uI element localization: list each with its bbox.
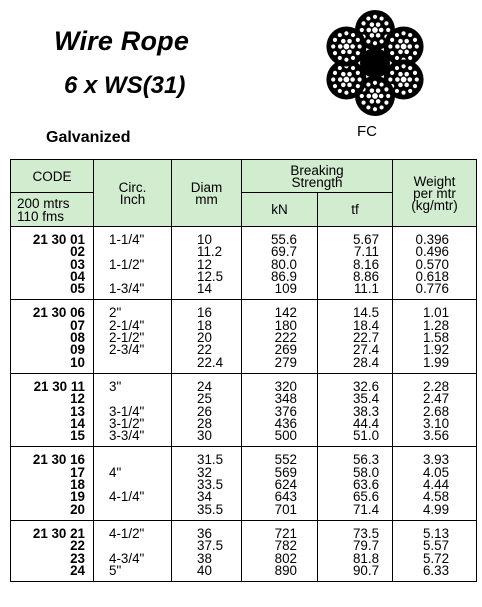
cell-value: 5.67 bbox=[352, 232, 380, 247]
wire-shape bbox=[408, 33, 413, 38]
wire-shape bbox=[366, 16, 371, 21]
cell-value: 36 bbox=[197, 525, 212, 541]
code-cell bbox=[11, 373, 94, 446]
wire-shape bbox=[376, 33, 381, 38]
wire-shape bbox=[350, 77, 355, 82]
cell-value: 56.3 bbox=[352, 452, 380, 468]
cell-value: 22 bbox=[70, 538, 85, 554]
cell-value: 34 bbox=[197, 489, 212, 505]
header-tf: tf bbox=[318, 193, 393, 227]
wire-shape bbox=[359, 28, 364, 33]
cell-value: 802 bbox=[274, 550, 297, 566]
cell-value: 33.5 bbox=[197, 477, 224, 493]
cell-value: 10 bbox=[70, 354, 85, 370]
cell-value: 19 bbox=[70, 489, 85, 505]
wire-shape bbox=[373, 41, 378, 46]
circ-cell bbox=[94, 520, 172, 581]
table-body bbox=[11, 227, 477, 582]
cell-value: 3-1/2" bbox=[109, 415, 145, 431]
cell-value: 71.4 bbox=[352, 501, 380, 517]
wire-shape bbox=[395, 44, 400, 49]
cell-value: 22.4 bbox=[197, 354, 224, 370]
wire-shape bbox=[401, 64, 406, 69]
cell-value: 320 bbox=[274, 378, 297, 394]
cell-value: 10 bbox=[197, 232, 212, 247]
circ-cell bbox=[94, 300, 172, 373]
cell-value: 1.58 bbox=[422, 330, 450, 346]
cell-value: 13 bbox=[70, 403, 85, 419]
header-code: CODE bbox=[11, 160, 94, 193]
cell-value: 3-3/4" bbox=[109, 428, 145, 444]
cell-value: 21 30 06 bbox=[32, 305, 85, 321]
cell-value: 3.93 bbox=[422, 452, 450, 468]
cell-value: 376 bbox=[274, 403, 297, 419]
wire-shape bbox=[379, 105, 384, 110]
spec-table bbox=[10, 159, 477, 582]
wire-shape bbox=[413, 38, 418, 43]
wire-shape bbox=[347, 72, 352, 77]
weight-cell bbox=[393, 447, 477, 520]
wire-shape bbox=[344, 31, 349, 36]
finish-label: Galvanized bbox=[46, 129, 131, 146]
cell-value: 222 bbox=[274, 330, 297, 346]
cell-value: 4.58 bbox=[422, 489, 450, 505]
wire-shape bbox=[333, 84, 338, 89]
cell-value: 7.11 bbox=[353, 244, 380, 260]
kn-cell bbox=[242, 520, 318, 581]
wire-shape bbox=[398, 82, 403, 87]
cell-value: 51.0 bbox=[352, 428, 380, 444]
cell-value: 69.7 bbox=[270, 244, 297, 260]
cell-value: 03 bbox=[70, 256, 85, 272]
wire-shape bbox=[347, 39, 352, 44]
table-header bbox=[11, 160, 477, 227]
cell-value: 701 bbox=[274, 501, 297, 517]
cell-value: 1-1/2" bbox=[109, 256, 145, 272]
cell-value: 32.6 bbox=[352, 378, 380, 394]
wire-shape bbox=[366, 105, 371, 110]
wire-shape bbox=[395, 66, 400, 71]
wire-shape bbox=[376, 22, 381, 27]
cell-value: 5.72 bbox=[422, 550, 450, 566]
wire-shape bbox=[413, 84, 418, 89]
wire-shape bbox=[408, 89, 413, 94]
wire-shape bbox=[331, 44, 336, 49]
cell-value: 348 bbox=[274, 391, 297, 407]
wire-shape bbox=[366, 93, 371, 98]
cell-value: 20 bbox=[70, 501, 85, 517]
cell-value: 28 bbox=[197, 415, 212, 431]
wire-shape bbox=[331, 77, 336, 82]
wire-shape bbox=[408, 56, 413, 61]
cell-value: 80.0 bbox=[270, 256, 297, 272]
cell-value: 24 bbox=[197, 378, 212, 394]
wire-shape bbox=[347, 82, 352, 87]
diam-cell bbox=[172, 520, 242, 581]
code-cell bbox=[11, 300, 94, 373]
wire-shape bbox=[404, 82, 409, 87]
rope-cross-section-icon bbox=[320, 8, 430, 118]
cell-value: 279 bbox=[274, 354, 297, 370]
wire-shape bbox=[351, 66, 356, 71]
wire-shape bbox=[376, 99, 381, 104]
wire-shape bbox=[357, 44, 362, 49]
wire-shape bbox=[384, 100, 389, 105]
table-row-group bbox=[11, 300, 477, 373]
circ-cell bbox=[94, 227, 172, 300]
cell-value: 21 30 01 bbox=[32, 232, 85, 247]
cell-value: 721 bbox=[274, 525, 297, 541]
cell-value: 6.33 bbox=[422, 562, 450, 578]
cell-value: 3.10 bbox=[422, 415, 450, 431]
cell-value: 35.5 bbox=[197, 501, 224, 517]
diam-cell bbox=[172, 227, 242, 300]
cell-value: 4.05 bbox=[422, 464, 450, 480]
tf-cell bbox=[318, 447, 393, 520]
kn-cell bbox=[242, 373, 318, 446]
cell-value: 0.396 bbox=[415, 232, 450, 247]
wire-shape bbox=[384, 87, 389, 92]
cell-value: 18.4 bbox=[352, 317, 380, 333]
cell-value: 12.5 bbox=[197, 268, 224, 284]
cell-value: 12 bbox=[197, 256, 212, 272]
cell-value: 63.6 bbox=[352, 477, 380, 493]
code-cell bbox=[11, 227, 94, 300]
cell-value: 86.9 bbox=[270, 268, 297, 284]
page-title: Wire Rope bbox=[54, 26, 190, 56]
cell-value: 3.56 bbox=[422, 428, 450, 444]
table-row-group bbox=[11, 373, 477, 446]
wire-shape bbox=[404, 49, 409, 54]
wire-shape bbox=[344, 90, 349, 95]
wire-shape bbox=[414, 77, 419, 82]
wire-shape bbox=[379, 93, 384, 98]
cell-value: 18 bbox=[197, 317, 212, 333]
wire-shape bbox=[390, 71, 395, 76]
cell-value: 21 30 21 bbox=[32, 525, 85, 541]
cell-value: 11.2 bbox=[197, 244, 223, 260]
diam-cell bbox=[172, 373, 242, 446]
cell-value: 73.5 bbox=[352, 525, 380, 541]
cell-value: 23 bbox=[70, 550, 85, 566]
cell-value: 4-3/4" bbox=[109, 550, 145, 566]
cell-value: 269 bbox=[274, 342, 297, 358]
wire-shape bbox=[401, 31, 406, 36]
wire-shape bbox=[337, 33, 342, 38]
wire-shape bbox=[395, 89, 400, 94]
wire-shape bbox=[361, 100, 366, 105]
wire-shape bbox=[341, 39, 346, 44]
wire-shape bbox=[359, 94, 364, 99]
wire-shape bbox=[398, 49, 403, 54]
wire-shape bbox=[369, 88, 374, 93]
wire-shape bbox=[333, 38, 338, 43]
wire-shape bbox=[401, 90, 406, 95]
wire-shape bbox=[379, 27, 384, 32]
cell-value: 25 bbox=[197, 391, 212, 407]
cell-value: 27.4 bbox=[352, 342, 380, 358]
cell-value: 1-1/4" bbox=[109, 232, 145, 247]
wire-shape bbox=[386, 28, 391, 33]
wire-shape bbox=[355, 51, 360, 56]
wire-shape bbox=[366, 82, 371, 87]
wire-shape bbox=[337, 89, 342, 94]
wire-shape bbox=[366, 27, 371, 32]
cell-value: 05 bbox=[70, 281, 85, 297]
cell-value: 643 bbox=[274, 489, 297, 505]
diam-cell bbox=[172, 447, 242, 520]
wire-shape bbox=[350, 44, 355, 49]
cell-value: 35.4 bbox=[352, 391, 380, 407]
weight-cell bbox=[393, 520, 477, 581]
cell-value: 1.99 bbox=[422, 354, 450, 370]
wire-shape bbox=[388, 44, 393, 49]
wire-shape bbox=[390, 38, 395, 43]
circ-cell bbox=[94, 373, 172, 446]
circ-cell bbox=[94, 447, 172, 520]
header-circ: Circ. Inch bbox=[94, 160, 172, 227]
kn-cell bbox=[242, 300, 318, 373]
cell-value: 28.4 bbox=[352, 354, 380, 370]
cell-value: 569 bbox=[274, 464, 297, 480]
wire-shape bbox=[398, 39, 403, 44]
cell-value: 08 bbox=[70, 330, 85, 346]
wire-shape bbox=[398, 72, 403, 77]
tf-cell bbox=[318, 227, 393, 300]
wire-shape bbox=[338, 44, 343, 49]
cell-value: 4" bbox=[109, 464, 122, 480]
kn-cell bbox=[242, 227, 318, 300]
header-diam: Diam mm bbox=[172, 160, 242, 227]
cell-value: 5.13 bbox=[422, 525, 450, 541]
wire-shape bbox=[366, 39, 371, 44]
wire-shape bbox=[407, 44, 412, 49]
wire-shape bbox=[413, 71, 418, 76]
wire-shape bbox=[404, 39, 409, 44]
cell-value: 500 bbox=[274, 428, 297, 444]
cell-value: 624 bbox=[274, 477, 297, 493]
wire-shape bbox=[400, 43, 406, 49]
cell-value: 4.99 bbox=[422, 501, 450, 517]
cell-value: 11.1 bbox=[353, 281, 380, 297]
weight-cell bbox=[393, 300, 477, 373]
wire-shape bbox=[407, 77, 412, 82]
cell-value: 04 bbox=[70, 268, 85, 284]
cell-value: 26 bbox=[197, 403, 212, 419]
cell-value: 2-3/4" bbox=[109, 342, 145, 358]
wire-shape bbox=[379, 82, 384, 87]
wire-shape bbox=[343, 43, 349, 49]
cell-value: 552 bbox=[274, 452, 297, 468]
cell-value: 32 bbox=[197, 464, 212, 480]
cell-value: 1-3/4" bbox=[109, 281, 145, 297]
wire-shape bbox=[351, 56, 356, 61]
cell-value: 8.86 bbox=[352, 268, 380, 284]
wire-shape bbox=[395, 33, 400, 38]
wire-shape bbox=[355, 38, 360, 43]
cell-value: 782 bbox=[274, 538, 297, 554]
cell-value: 38 bbox=[197, 550, 212, 566]
wire-shape bbox=[413, 51, 418, 56]
cell-value: 16 bbox=[197, 305, 212, 321]
cell-value: 14 bbox=[197, 281, 212, 297]
wire-shape bbox=[379, 16, 384, 21]
tf-cell bbox=[318, 300, 393, 373]
cell-value: 0.776 bbox=[415, 281, 450, 297]
cell-value: 31.5 bbox=[197, 452, 224, 468]
wire-shape bbox=[341, 82, 346, 87]
wire-shape bbox=[361, 21, 366, 26]
kn-cell bbox=[242, 447, 318, 520]
cell-value: 14.5 bbox=[352, 305, 380, 321]
cell-value: 79.7 bbox=[352, 538, 380, 554]
wire-shape bbox=[395, 77, 400, 82]
cell-value: 3-1/4" bbox=[109, 403, 145, 419]
cell-value: 38.3 bbox=[352, 403, 380, 419]
cell-value: 40 bbox=[197, 562, 212, 578]
wire-shape bbox=[341, 72, 346, 77]
cell-value: 24 bbox=[70, 562, 85, 578]
cell-value: 4-1/4" bbox=[109, 489, 145, 505]
cell-value: 58.0 bbox=[352, 464, 380, 480]
wire-shape bbox=[404, 72, 409, 77]
cell-value: 0.570 bbox=[415, 256, 450, 272]
cell-value: 2.68 bbox=[422, 403, 450, 419]
code-cell bbox=[11, 447, 94, 520]
wire-shape bbox=[338, 77, 343, 82]
cell-value: 1.92 bbox=[422, 342, 450, 358]
wire-shape bbox=[373, 80, 378, 85]
cell-value: 14 bbox=[70, 415, 85, 431]
table-row-group bbox=[11, 447, 477, 520]
cell-value: 2.28 bbox=[422, 378, 450, 394]
wire-shape bbox=[369, 99, 374, 104]
core-label: FC bbox=[357, 123, 377, 140]
cell-value: 0.496 bbox=[415, 244, 450, 260]
wire-shape bbox=[333, 71, 338, 76]
wire-shape bbox=[355, 71, 360, 76]
cell-value: 2.47 bbox=[422, 391, 450, 407]
cell-value bbox=[109, 504, 171, 516]
cell-value: 12 bbox=[70, 391, 85, 407]
wire-shape bbox=[379, 39, 384, 44]
cell-value: 436 bbox=[274, 415, 297, 431]
cell-value: 37.5 bbox=[197, 538, 224, 554]
wire-shape bbox=[351, 33, 356, 38]
rope-construction: 6 x WS(31) bbox=[64, 72, 186, 99]
cell-value: 109 bbox=[274, 281, 297, 297]
wire-shape bbox=[337, 56, 342, 61]
table-row-group bbox=[11, 227, 477, 300]
cell-value: 2" bbox=[109, 305, 122, 321]
wire-shape bbox=[337, 66, 342, 71]
cell-value: 21 30 16 bbox=[32, 452, 85, 468]
cell-value: 30 bbox=[197, 428, 212, 444]
wire-shape bbox=[351, 89, 356, 94]
cell-value: 180 bbox=[274, 317, 297, 333]
wire-shape bbox=[414, 44, 419, 49]
cell-value: 09 bbox=[70, 342, 85, 358]
wire-shape bbox=[400, 76, 406, 82]
cell-value: 55.6 bbox=[270, 232, 297, 247]
cell-value: 17 bbox=[70, 464, 85, 480]
wire-shape bbox=[373, 14, 378, 19]
wire-shape bbox=[376, 88, 381, 93]
cell-value: 81.8 bbox=[352, 550, 380, 566]
cell-value: 1.28 bbox=[422, 317, 450, 333]
wire-shape bbox=[373, 107, 378, 112]
cell-value: 3" bbox=[109, 378, 122, 394]
wire-shape bbox=[369, 22, 374, 27]
cell-value: 65.6 bbox=[352, 489, 380, 505]
header-code-length: 200 mtrs 110 fms bbox=[11, 193, 94, 227]
cell-value: 21 30 11 bbox=[33, 378, 85, 394]
cell-value: 142 bbox=[274, 305, 297, 321]
wire-shape bbox=[384, 21, 389, 26]
weight-cell bbox=[393, 373, 477, 446]
tf-cell bbox=[318, 373, 393, 446]
wire-shape bbox=[343, 76, 349, 82]
header-breaking-strength: Breaking Strength bbox=[242, 160, 393, 193]
code-cell bbox=[11, 520, 94, 581]
cell-value bbox=[109, 357, 171, 369]
diam-cell bbox=[172, 300, 242, 373]
wire-shape bbox=[372, 27, 378, 33]
tf-cell bbox=[318, 520, 393, 581]
cell-value: 890 bbox=[274, 562, 297, 578]
wire-shape bbox=[372, 93, 378, 99]
wire-shape bbox=[333, 51, 338, 56]
cell-value: 44.4 bbox=[352, 415, 380, 431]
cell-value: 4-1/2" bbox=[109, 525, 145, 541]
cell-value: 07 bbox=[70, 317, 85, 333]
wire-shape bbox=[369, 33, 374, 38]
cell-value: 0.618 bbox=[415, 268, 450, 284]
wire-shape bbox=[390, 51, 395, 56]
table-row-group bbox=[11, 520, 477, 581]
wire-shape bbox=[347, 49, 352, 54]
cell-value: 18 bbox=[70, 477, 85, 493]
header-kn: kN bbox=[242, 193, 318, 227]
wire-shape bbox=[395, 56, 400, 61]
cell-value: 02 bbox=[70, 244, 85, 260]
cell-value: 5.57 bbox=[422, 538, 450, 554]
cell-value: 5" bbox=[109, 562, 122, 578]
wire-shape bbox=[341, 49, 346, 54]
cell-value: 22 bbox=[197, 342, 212, 358]
cell-value: 20 bbox=[197, 330, 212, 346]
cell-value: 2-1/4" bbox=[109, 317, 145, 333]
weight-cell bbox=[393, 227, 477, 300]
cell-value: 8.16 bbox=[352, 256, 380, 272]
wire-shape bbox=[357, 77, 362, 82]
wire-shape bbox=[388, 77, 393, 82]
cell-value: 15 bbox=[70, 428, 85, 444]
wire-shape bbox=[386, 94, 391, 99]
cell-value: 2-1/2" bbox=[109, 330, 145, 346]
wire-shape bbox=[355, 84, 360, 89]
cell-value: 1.01 bbox=[422, 305, 450, 321]
cell-value: 90.7 bbox=[352, 562, 380, 578]
header-weight: Weight per mtr (kg/mtr) bbox=[393, 160, 477, 227]
wire-shape bbox=[344, 57, 349, 62]
cell-value: 4.44 bbox=[422, 477, 450, 493]
cell-value: 22.7 bbox=[352, 330, 380, 346]
wire-shape bbox=[408, 66, 413, 71]
